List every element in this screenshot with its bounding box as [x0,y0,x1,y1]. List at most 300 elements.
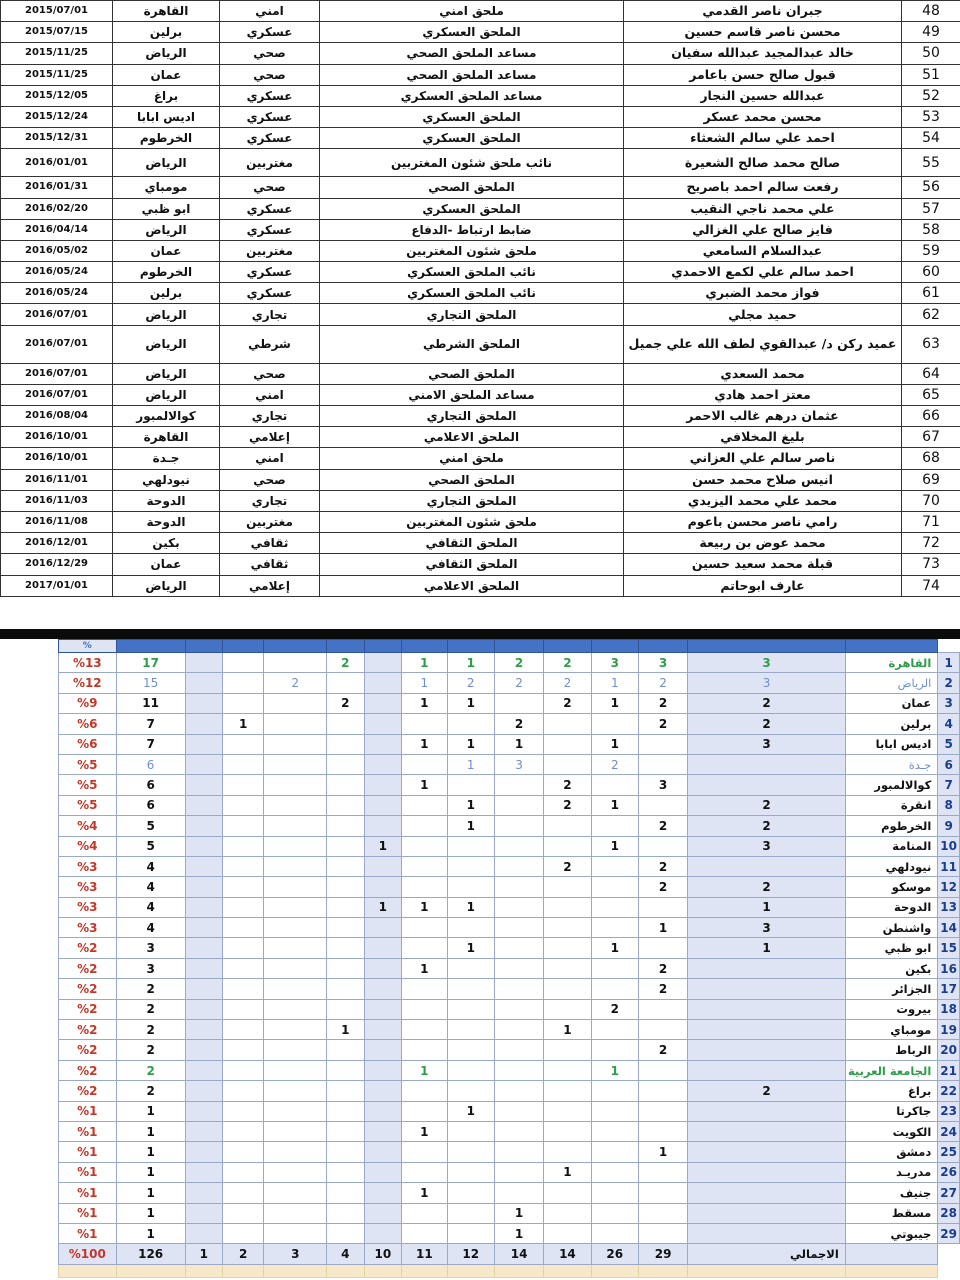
date-cell: 2016/11/01 [1,469,113,490]
attache-row [1,85,960,106]
attache-row [1,198,960,219]
percent-cell: %4 [59,836,117,856]
count-cell [688,1142,846,1162]
count-cell: 1 [591,836,638,856]
type-cell: عسكري [220,22,320,43]
city-cell: برلين [113,283,220,304]
total-cell: 2 [116,1060,185,1080]
row-number-cell: 48 [902,1,960,22]
count-cell [223,856,264,876]
city-summary-row [59,673,960,693]
count-cell [688,1223,846,1243]
count-cell [223,1081,264,1101]
count-cell [591,1081,638,1101]
count-cell [223,897,264,917]
total-cell: 1 [116,1121,185,1141]
attache-row [1,106,960,127]
count-cell: 1 [638,1142,687,1162]
footer-cell [264,1264,327,1277]
row-number-cell: 65 [902,384,960,405]
date-cell: 2015/12/05 [1,85,113,106]
count-cell [223,958,264,978]
date-cell: 2016/01/31 [1,177,113,198]
count-cell [264,1183,327,1203]
city-cell: القاهرة [113,1,220,22]
city-name-cell: مدريـد [845,1162,937,1182]
row-number-cell: 59 [902,240,960,261]
count-cell [402,918,447,938]
total-cell: 6 [116,754,185,774]
date-cell: 2016/05/24 [1,283,113,304]
count-cell [185,979,222,999]
count-cell [364,1081,402,1101]
count-cell: 1 [402,775,447,795]
count-cell [494,1121,543,1141]
row-number-cell: 58 [902,219,960,240]
count-cell [402,1203,447,1223]
footer-cell [327,1264,364,1277]
count-cell [494,1162,543,1182]
attache-row [1,533,960,554]
city-summary-row [59,856,960,876]
count-cell [185,958,222,978]
count-cell [185,1020,222,1040]
name-cell: معتز احمد هادي [624,384,902,405]
type-cell: صحي [220,64,320,85]
count-cell [544,1223,591,1243]
count-cell [223,1060,264,1080]
count-cell [223,653,264,673]
count-cell [327,1101,364,1121]
total-cell: 1 [116,1101,185,1121]
header-cell [364,640,402,653]
count-cell: 1 [688,897,846,917]
count-cell [402,1162,447,1182]
attache-row [1,384,960,405]
city-name-cell: عمان [845,693,937,713]
count-cell: 1 [544,1162,591,1182]
count-cell [185,1121,222,1141]
count-cell [327,816,364,836]
count-cell [544,1121,591,1141]
count-cell [364,693,402,713]
type-cell: صحي [220,363,320,384]
count-cell [327,918,364,938]
footer-cell [494,1264,543,1277]
city-name-cell: برلين [845,714,937,734]
date-cell: 2015/11/25 [1,64,113,85]
type-cell: عسكري [220,198,320,219]
city-name-cell: نيودلهي [845,856,937,876]
name-cell: جبران ناصر القدمي [624,1,902,22]
header-cell [494,640,543,653]
row-index-cell: 7 [938,775,960,795]
name-cell: فايز صالح علي الغزالي [624,219,902,240]
footer-cell [402,1264,447,1277]
city-summary-table [58,639,960,1278]
count-cell: 2 [638,856,687,876]
row-number-cell: 70 [902,490,960,511]
type-cell: امني [220,448,320,469]
column-total-cell: 29 [638,1244,687,1264]
type-cell: صحي [220,43,320,64]
row-number-cell: 60 [902,262,960,283]
count-cell [544,938,591,958]
count-cell [185,938,222,958]
count-cell [185,734,222,754]
attache-row [1,304,960,325]
percent-cell: %3 [59,897,117,917]
header-cell [402,640,447,653]
percent-cell: %2 [59,999,117,1019]
percent-cell: %2 [59,979,117,999]
row-index-cell: 20 [938,1040,960,1060]
city-name-cell: جنيف [845,1183,937,1203]
count-cell: 3 [638,653,687,673]
count-cell [447,775,494,795]
count-cell [364,1203,402,1223]
row-index-cell: 23 [938,1101,960,1121]
name-cell: عثمان درهم غالب الاحمر [624,406,902,427]
city-summary-row [59,999,960,1019]
count-cell [638,897,687,917]
count-cell [402,1020,447,1040]
count-cell [688,1183,846,1203]
count-cell [591,816,638,836]
role-cell: ملحق شئون المغتربين [320,511,624,532]
count-cell [544,836,591,856]
count-cell [591,1142,638,1162]
count-cell [494,816,543,836]
attache-row [1,469,960,490]
grand-total-percent: %100 [59,1244,117,1264]
city-cell: الرياض [113,363,220,384]
count-cell: 1 [494,1203,543,1223]
count-cell [364,1162,402,1182]
city-name-cell: الرياض [845,673,937,693]
total-cell: 2 [116,1020,185,1040]
row-index-cell: 29 [938,1223,960,1243]
count-cell [688,1162,846,1182]
count-cell [264,877,327,897]
city-cell: نيودلهي [113,469,220,490]
count-cell [185,999,222,1019]
total-cell: 1 [116,1142,185,1162]
percent-cell: %2 [59,958,117,978]
count-cell [185,1223,222,1243]
role-cell: ضابط ارتباط -الدفاع [320,219,624,240]
count-cell [494,1142,543,1162]
count-cell [327,877,364,897]
count-cell [364,653,402,673]
count-cell: 1 [402,897,447,917]
count-cell [264,897,327,917]
name-cell: عبدالله حسين النجار [624,85,902,106]
count-cell [447,1142,494,1162]
type-cell: مغتربين [220,149,320,177]
city-summary-row [59,1121,960,1141]
footer-cell [845,1264,937,1277]
row-index-cell: 27 [938,1183,960,1203]
count-cell [264,856,327,876]
type-cell: إعلامي [220,575,320,596]
count-cell [494,938,543,958]
date-cell: 2016/08/04 [1,406,113,427]
count-cell: 1 [591,1060,638,1080]
count-cell: 2 [638,714,687,734]
count-cell [494,979,543,999]
count-cell [494,693,543,713]
count-cell [591,775,638,795]
count-cell [223,1203,264,1223]
name-cell: رامي ناصر محسن باعوم [624,511,902,532]
date-cell: 2015/07/15 [1,22,113,43]
attache-row [1,177,960,198]
count-cell [591,1162,638,1182]
city-summary-section [0,639,960,1280]
count-cell [264,918,327,938]
count-cell [327,1081,364,1101]
count-cell: 1 [591,734,638,754]
count-cell [223,1162,264,1182]
footer-cell [116,1264,185,1277]
date-cell: 2016/07/01 [1,363,113,384]
name-cell: حميد مجلي [624,304,902,325]
total-cell: 2 [116,1081,185,1101]
name-cell: عميد ركن د/ عبدالقوي لطف الله علي جميل [624,325,902,363]
count-cell: 3 [688,918,846,938]
row-index-cell: 12 [938,877,960,897]
city-name-cell: مومباي [845,1020,937,1040]
row-index-cell: 28 [938,1203,960,1223]
city-summary-row [59,1142,960,1162]
city-cell: الدوحة [113,511,220,532]
name-cell: قبلة محمد سعيد حسين [624,554,902,575]
count-cell [185,918,222,938]
city-cell: الرياض [113,575,220,596]
count-cell: 2 [327,693,364,713]
count-cell [638,1020,687,1040]
city-summary-row [59,1162,960,1182]
count-cell: 2 [544,775,591,795]
count-cell [402,1040,447,1060]
row-number-cell: 67 [902,427,960,448]
count-cell [264,1223,327,1243]
count-cell [364,979,402,999]
row-number-cell: 61 [902,283,960,304]
type-cell: صحي [220,469,320,490]
count-cell [591,958,638,978]
count-cell [544,1040,591,1060]
city-summary-row [59,1020,960,1040]
attache-row [1,406,960,427]
type-cell: تجاري [220,406,320,427]
count-cell [264,1162,327,1182]
count-cell [223,877,264,897]
count-cell: 2 [264,673,327,693]
city-name-cell: الكويت [845,1121,937,1141]
count-cell [494,1040,543,1060]
count-cell: 3 [494,754,543,774]
row-number-cell: 69 [902,469,960,490]
grand-total-count: 126 [116,1244,185,1264]
count-cell [494,999,543,1019]
date-cell: 2015/07/01 [1,1,113,22]
row-number-cell: 57 [902,198,960,219]
count-cell [638,734,687,754]
count-cell [185,754,222,774]
column-total-cell: 1 [185,1244,222,1264]
count-cell [364,816,402,836]
count-cell: 3 [688,653,846,673]
count-cell [544,877,591,897]
count-cell [688,856,846,876]
count-cell [327,714,364,734]
header-cell [845,640,937,653]
count-cell [494,897,543,917]
city-summary-row [59,897,960,917]
city-name-cell: جـدة [845,754,937,774]
row-index-cell: 9 [938,816,960,836]
row-number-cell: 72 [902,533,960,554]
row-number-cell: 62 [902,304,960,325]
count-cell [364,673,402,693]
date-cell: 2016/05/02 [1,240,113,261]
count-cell [264,1020,327,1040]
attache-row [1,64,960,85]
city-name-cell: الخرطوم [845,816,937,836]
count-cell [364,714,402,734]
count-cell [688,999,846,1019]
count-cell [364,1183,402,1203]
type-cell: امني [220,384,320,405]
row-number-cell: 56 [902,177,960,198]
count-cell [264,836,327,856]
city-summary-row [59,1040,960,1060]
count-cell: 1 [402,1060,447,1080]
count-cell: 2 [494,673,543,693]
count-cell [327,1040,364,1060]
count-cell [264,1060,327,1080]
count-cell [591,1121,638,1141]
count-cell [223,836,264,856]
city-name-cell: مسقط [845,1203,937,1223]
count-cell [223,795,264,815]
city-summary-row [59,836,960,856]
percent-cell: %4 [59,816,117,836]
count-cell [264,1121,327,1141]
count-cell [264,999,327,1019]
count-cell [364,1020,402,1040]
row-index-cell: 5 [938,734,960,754]
type-cell: صحي [220,177,320,198]
percent-cell: %12 [59,673,117,693]
total-cell: 11 [116,693,185,713]
count-cell [591,979,638,999]
count-cell [638,1081,687,1101]
column-total-cell: 3 [264,1244,327,1264]
city-name-cell: بكين [845,958,937,978]
count-cell: 1 [591,673,638,693]
city-name-cell: بيروت [845,999,937,1019]
count-cell [638,999,687,1019]
percent-cell: %3 [59,877,117,897]
row-number-cell: 49 [902,22,960,43]
count-cell [327,958,364,978]
count-cell [223,693,264,713]
city-cell: الرياض [113,43,220,64]
attache-row [1,448,960,469]
count-cell [223,1142,264,1162]
row-number-cell: 68 [902,448,960,469]
count-cell [447,979,494,999]
count-cell [447,999,494,1019]
count-cell [185,836,222,856]
type-cell: إعلامي [220,427,320,448]
city-summary-row [59,734,960,754]
date-cell: 2015/11/25 [1,43,113,64]
city-cell: عمان [113,64,220,85]
count-cell [591,1101,638,1121]
count-cell: 1 [364,897,402,917]
row-index-cell: 21 [938,1060,960,1080]
count-cell: 1 [447,795,494,815]
count-cell [638,1060,687,1080]
total-cell: 4 [116,877,185,897]
count-cell [402,816,447,836]
city-summary-row [59,877,960,897]
percent-cell: %1 [59,1223,117,1243]
count-cell: 1 [544,1020,591,1040]
role-cell: الملحق الصحي [320,363,624,384]
count-cell: 3 [638,775,687,795]
city-name-cell: جاكرتا [845,1101,937,1121]
percent-cell: %5 [59,775,117,795]
attache-row [1,219,960,240]
percent-cell: %3 [59,856,117,876]
count-cell: 1 [402,693,447,713]
count-cell: 1 [591,693,638,713]
city-cell: الرياض [113,304,220,325]
city-summary-row [59,775,960,795]
count-cell [264,958,327,978]
city-summary-row [59,754,960,774]
count-cell [264,938,327,958]
count-cell: 2 [638,1040,687,1060]
row-number-cell: 51 [902,64,960,85]
count-cell [494,1020,543,1040]
city-cell: الدوحة [113,490,220,511]
count-cell: 2 [638,979,687,999]
total-cell: 17 [116,653,185,673]
row-number-cell: 66 [902,406,960,427]
footer-cell [185,1264,222,1277]
row-index-cell: 4 [938,714,960,734]
count-cell [544,1060,591,1080]
count-cell [364,856,402,876]
column-total-cell: 10 [364,1244,402,1264]
count-cell [327,775,364,795]
count-cell: 2 [688,795,846,815]
city-name-cell: القاهرة [845,653,937,673]
count-cell [494,1060,543,1080]
percent-cell: %6 [59,714,117,734]
footer-cell [591,1264,638,1277]
count-cell [264,1081,327,1101]
count-cell [591,897,638,917]
percent-cell: %2 [59,938,117,958]
count-cell [264,1142,327,1162]
